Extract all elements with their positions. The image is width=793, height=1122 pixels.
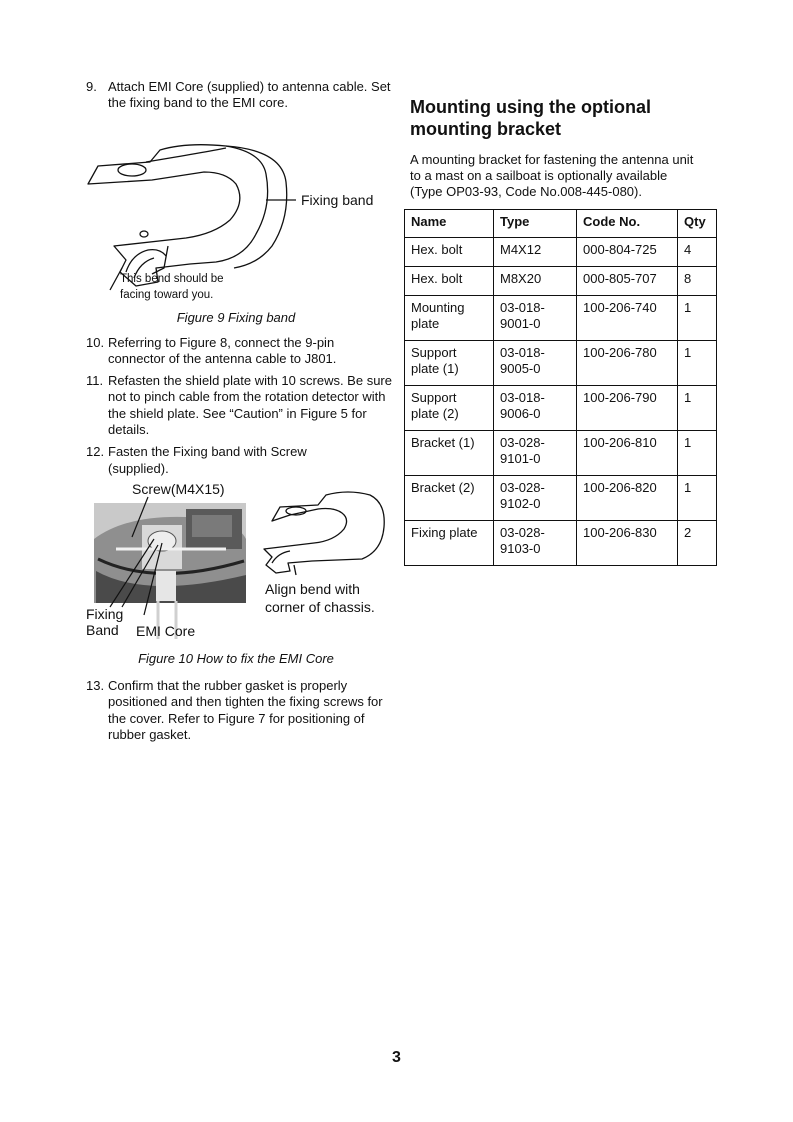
step-text: Confirm that the rubber gasket is properly positioned and then tighten the fixing screws for the cover. Refer to Figure 7 for positioning of rubber gasket. (108, 677, 383, 742)
figure-10 (86, 479, 388, 639)
bend-note-line1: This bend should be (120, 272, 224, 285)
cell-type: 03-018-9005-0 (494, 341, 577, 386)
align-label-line1: Align bend with (265, 580, 360, 597)
cell-qty: 2 (678, 521, 717, 566)
col-header-code: Code No. (577, 210, 678, 238)
cell-type: 03-028-9103-0 (494, 521, 577, 566)
figure-9 (86, 122, 388, 302)
cell-qty: 8 (678, 267, 717, 296)
cell-qty: 4 (678, 238, 717, 267)
section-title (410, 96, 720, 140)
figure-9-caption: Figure 9 Fixing band (176, 309, 296, 325)
cell-type: 03-018-9001-0 (494, 296, 577, 341)
step-text: Referring to Figure 8, connect the 9-pin connector of the antenna cable to J801. (108, 334, 337, 366)
cell-name: Support plate (1) (405, 341, 494, 386)
left-column (86, 79, 392, 743)
cell-type: 03-028-9102-0 (494, 476, 577, 521)
col-header-qty: Qty (678, 210, 717, 238)
step-number: 9. (86, 79, 97, 94)
cell-code: 100-206-830 (577, 521, 678, 566)
cell-qty: 1 (678, 296, 717, 341)
step-text: Refasten the shield plate with 10 screws. Be sure not to pinch cable from the rotation detector with the shield plate. See “Caution” in Figure 5 for details. (108, 373, 392, 438)
cell-name: Mounting plate (405, 296, 494, 341)
cell-name: Bracket (1) (405, 431, 494, 476)
cell-code: 100-206-790 (577, 386, 678, 431)
cell-type: 03-018-9006-0 (494, 386, 577, 431)
fixing-label: Fixing (86, 605, 124, 622)
cell-name: Hex. bolt (405, 267, 494, 296)
cell-code: 000-805-707 (577, 267, 678, 296)
table-row (405, 296, 717, 341)
parts-table (404, 209, 717, 566)
cell-code: 100-206-740 (577, 296, 678, 341)
table-row (405, 341, 717, 386)
screw-label: Screw(M4X15) (132, 480, 225, 497)
step-number: 13. (86, 677, 105, 693)
table-row (405, 386, 717, 431)
emi-core-label: EMI Core (136, 622, 196, 639)
cell-code: 100-206-810 (577, 431, 678, 476)
cell-name: Bracket (2) (405, 476, 494, 521)
table-row (405, 431, 717, 476)
cell-code: 000-804-725 (577, 238, 678, 267)
cell-name: Support plate (2) (405, 386, 494, 431)
cell-name: Fixing plate (405, 521, 494, 566)
cell-code: 100-206-780 (577, 341, 678, 386)
table-row (405, 238, 717, 267)
step-9 (86, 79, 408, 112)
step-number: 10. (86, 334, 105, 350)
band-label: Band (86, 621, 119, 638)
section-intro: A mounting bracket for fastening the antenna unit to a mast on a sailboat is optionally available (Type OP03-93, Code No.008-445-080). (410, 152, 694, 199)
cell-qty: 1 (678, 386, 717, 431)
step-11 (86, 373, 404, 438)
right-column (404, 96, 720, 566)
fixing-band-label: Fixing band (301, 191, 374, 208)
section-title-line2: mounting bracket (410, 119, 562, 139)
table-row (405, 476, 717, 521)
cell-code: 100-206-820 (577, 476, 678, 521)
table-row (405, 521, 717, 566)
cell-qty: 1 (678, 431, 717, 476)
step-10 (86, 335, 388, 368)
cell-name: Hex. bolt (405, 238, 494, 267)
bend-note-line2: facing toward you. (120, 288, 214, 301)
cell-type: M4X12 (494, 238, 577, 267)
step-text: Fasten the Fixing band with Screw (supplied). (108, 444, 307, 476)
step-13 (86, 678, 404, 743)
table-row (405, 267, 717, 296)
emi-core-illustration (86, 479, 388, 639)
section-title-line1: Mounting using the optional (410, 97, 651, 117)
align-label-line2: corner of chassis. (265, 598, 375, 615)
page-number: 3 (392, 1049, 401, 1066)
cell-qty: 1 (678, 341, 717, 386)
cell-type: 03-028-9101-0 (494, 431, 577, 476)
table-header-row (405, 210, 717, 238)
col-header-type: Type (494, 210, 577, 238)
cell-qty: 1 (678, 476, 717, 521)
step-number: 11. (86, 373, 104, 389)
step-number: 12. (86, 444, 105, 460)
figure-10-caption: Figure 10 How to fix the EMI Core (138, 650, 334, 666)
col-header-name: Name (405, 210, 494, 238)
step-text: Attach EMI Core (supplied) to antenna cable. Set the fixing band to the EMI core. (108, 79, 391, 111)
step-12 (86, 444, 368, 477)
cell-type: M8X20 (494, 267, 577, 296)
